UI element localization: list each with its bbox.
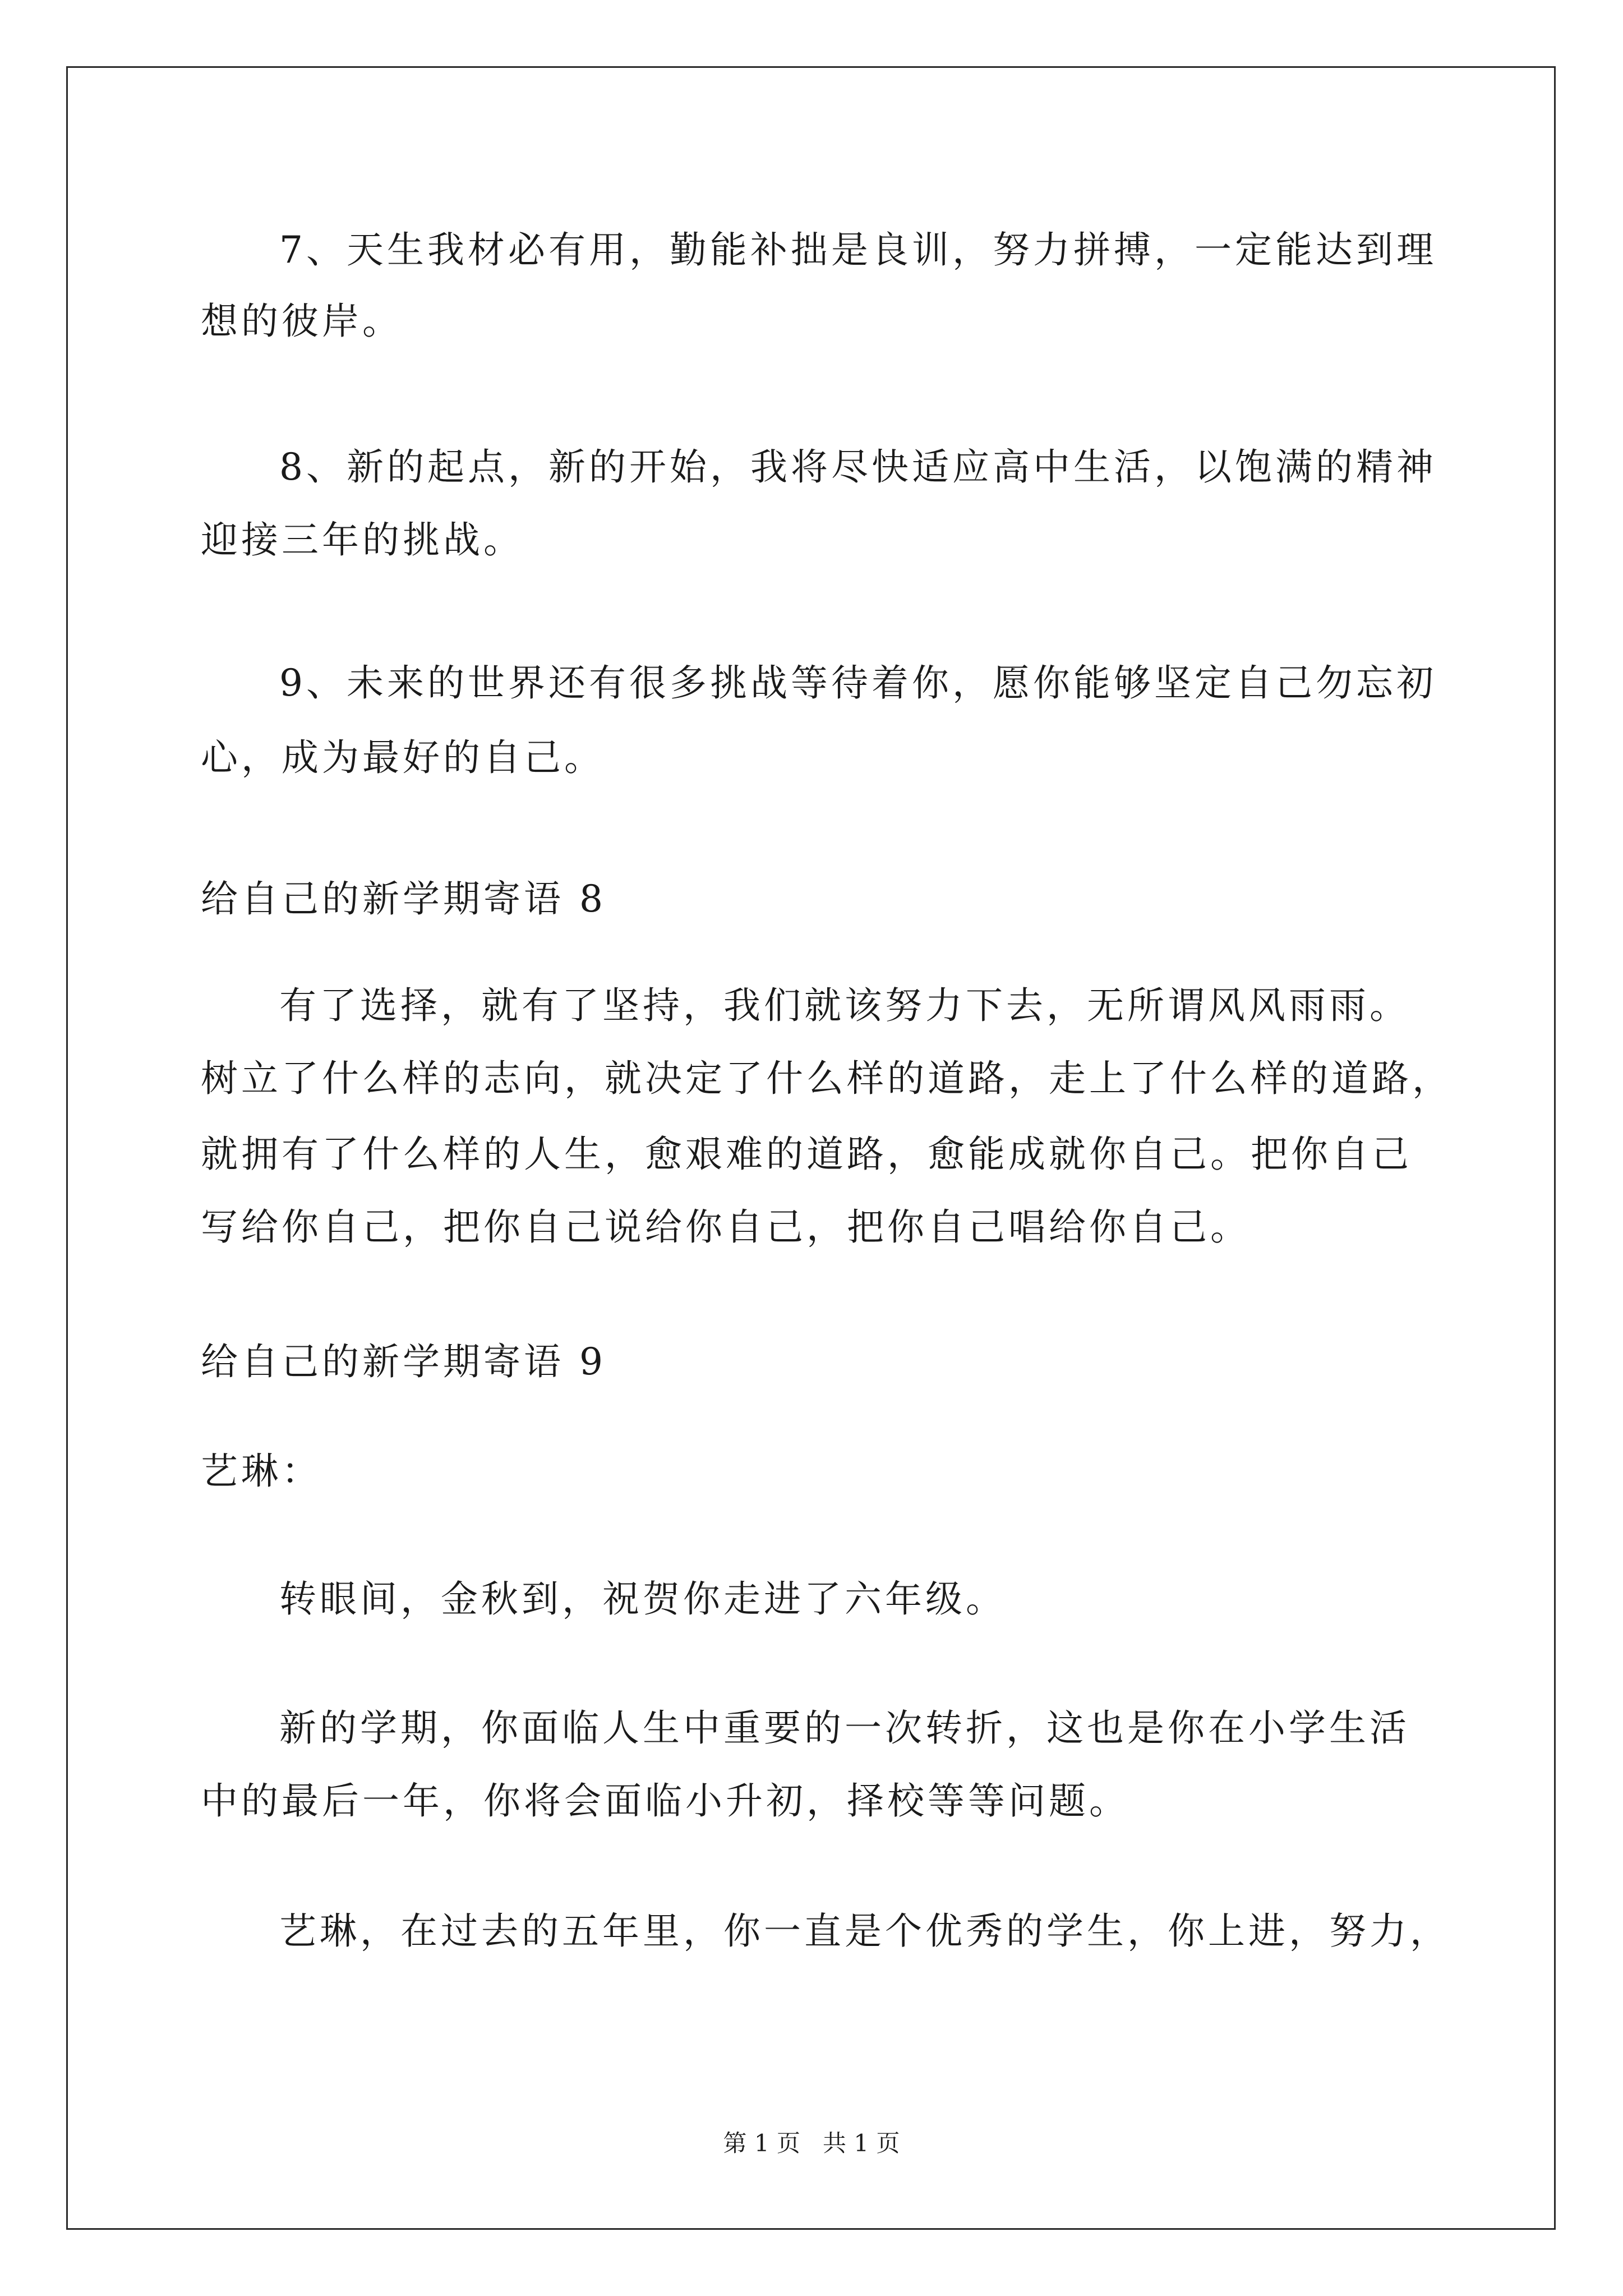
section-9-line-2: 新的学期，你面临人生中重要的一次转折，这也是你在小学生活: [279, 1706, 1410, 1750]
paragraph-7-line-1: 7、天生我材必有用，勤能补拙是良训，努力拼搏，一定能达到理: [279, 228, 1437, 272]
section-9-line-4: 艺琳，在过去的五年里，你一直是个优秀的学生，你上进，努力，: [279, 1910, 1450, 1953]
section-heading-8: 给自己的新学期寄语 8: [201, 877, 606, 921]
paragraph-9-line-2: 心，成为最好的自己。: [201, 736, 605, 779]
page-number-footer: 第 1 页 共 1 页: [723, 2129, 900, 2157]
paragraph-9-line-1: 9、未来的世界还有很多挑战等待着你，愿你能够坚定自己勿忘初: [279, 661, 1437, 705]
paragraph-8-line-2: 迎接三年的挑战。: [201, 518, 524, 562]
section-9-line-1: 转眼间，金秋到，祝贺你走进了六年级。: [279, 1577, 1006, 1621]
section-8-line-4: 写给你自己，把你自己说给你自己，把你自己唱给你自己。: [201, 1205, 1251, 1249]
section-8-line-2: 树立了什么样的志向，就决定了什么样的道路，走上了什么样的道路，: [201, 1057, 1453, 1100]
paragraph-7-line-2: 想的彼岸。: [201, 300, 403, 343]
section-8-line-3: 就拥有了什么样的人生，愈艰难的道路，愈能成就你自己。把你自己: [201, 1133, 1412, 1176]
section-8-line-1: 有了选择，就有了坚持，我们就该努力下去，无所谓风风雨雨。: [279, 984, 1410, 1027]
section-9-line-3: 中的最后一年，你将会面临小升初，择校等等问题。: [201, 1779, 1129, 1823]
salutation: 艺琳：: [201, 1450, 322, 1493]
paragraph-8-line-1: 8、新的起点，新的开始，我将尽快适应高中生活，以饱满的精神: [279, 445, 1437, 489]
section-heading-9: 给自己的新学期寄语 9: [201, 1340, 606, 1383]
